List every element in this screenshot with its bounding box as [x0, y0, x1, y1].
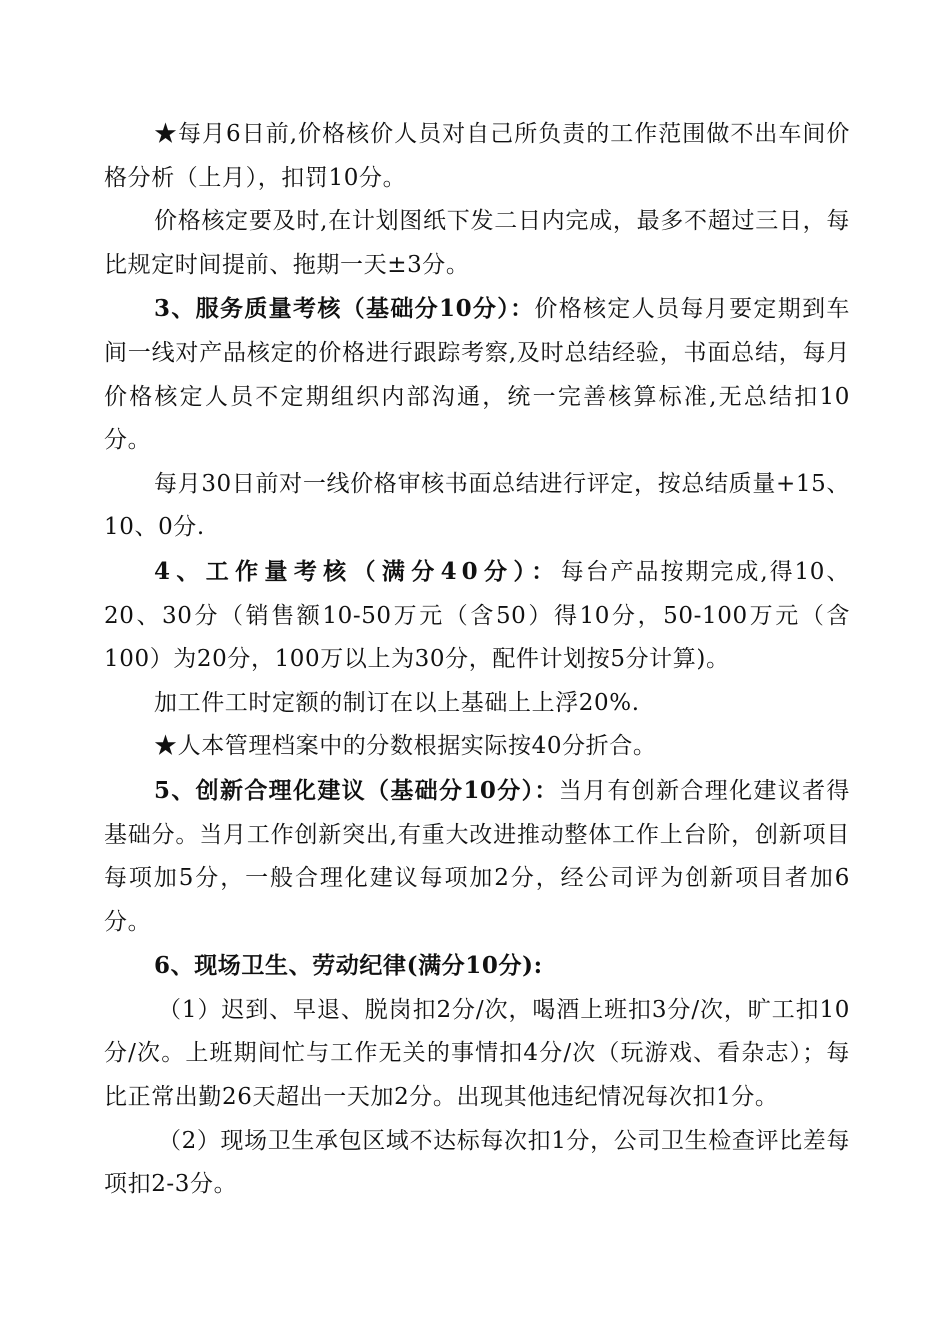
paragraph-text: 加工件工时定额的制订在以上基础上上浮20%. — [154, 689, 640, 716]
paragraph-text: 当月有创新合理化建议者得基础分。当月工作创新突出,有重大改进推动整体工作上台阶，创新项目每项加5分，一般合理化建议每项加2分，经公司评为创新项目者加6分。 — [104, 777, 850, 935]
section-heading-hygiene-discipline: 6、现场卫生、劳动纪律(满分10分): — [154, 952, 543, 980]
paragraph-service-quality — [104, 287, 850, 462]
section-heading-innovation: 5、创新合理化建议（基础分10分）： — [154, 776, 559, 804]
paragraph-text: （2）现场卫生承包区域不达标每次扣1分，公司卫生检查评比差每项扣2-3分。 — [104, 1127, 850, 1198]
paragraph-hygiene-discipline-heading — [104, 944, 850, 989]
paragraph-text: （1）迟到、早退、脱岗扣2分/次，喝酒上班扣3分/次，旷工扣10分/次。上班期间忙与工作无关的事情扣4分/次（玩游戏、看杂志）；每比正常出勤26天超出一天加2分。出现其他违纪情况每次扣1分。 — [104, 996, 850, 1111]
paragraph-hygiene-rules — [104, 1120, 850, 1207]
paragraph-text: 每台产品按期完成,得10、20、30分（销售额10-50万元（含50）得10分，50-100万元（含100）为20分，100万以上为30分，配件计划按5分计算)。 — [104, 558, 850, 673]
paragraph-innovation — [104, 769, 850, 944]
paragraph-pricing-timeliness — [104, 200, 850, 287]
paragraph-attendance-rules — [104, 989, 850, 1120]
paragraph-text: ★每月6日前,价格核价人员对自己所负责的工作范围做不出车间价格分析（上月），扣罚10分。 — [104, 121, 850, 191]
section-heading-workload: 4、工作量考核（满分40分）： — [154, 557, 561, 585]
paragraph-text: ★人本管理档案中的分数根据实际按40分折合。 — [154, 733, 657, 760]
paragraph-text: 每月30日前对一线价格审核书面总结进行评定，按总结质量+15、10、0分. — [104, 470, 850, 541]
paragraph-float-increase — [104, 682, 850, 726]
paragraph-workload — [104, 550, 850, 682]
document-body — [104, 113, 850, 1207]
paragraph-text: 价格核定要及时,在计划图纸下发二日内完成，最多不超过三日，每比规定时间提前、拖期一天±3分。 — [104, 208, 850, 278]
section-heading-service-quality: 3、服务质量考核（基础分10分）： — [154, 295, 535, 323]
paragraph-summary-evaluation — [104, 463, 850, 550]
paragraph-score-conversion — [104, 725, 850, 769]
paragraph-monthly-analysis — [104, 113, 850, 200]
paragraph-text: 价格核定人员每月要定期到车间一线对产品核定的价格进行跟踪考察,及时总结经验，书面总结，每月价格核定人员不定期组织内部沟通，统一完善核算标准,无总结扣10分。 — [104, 296, 850, 454]
